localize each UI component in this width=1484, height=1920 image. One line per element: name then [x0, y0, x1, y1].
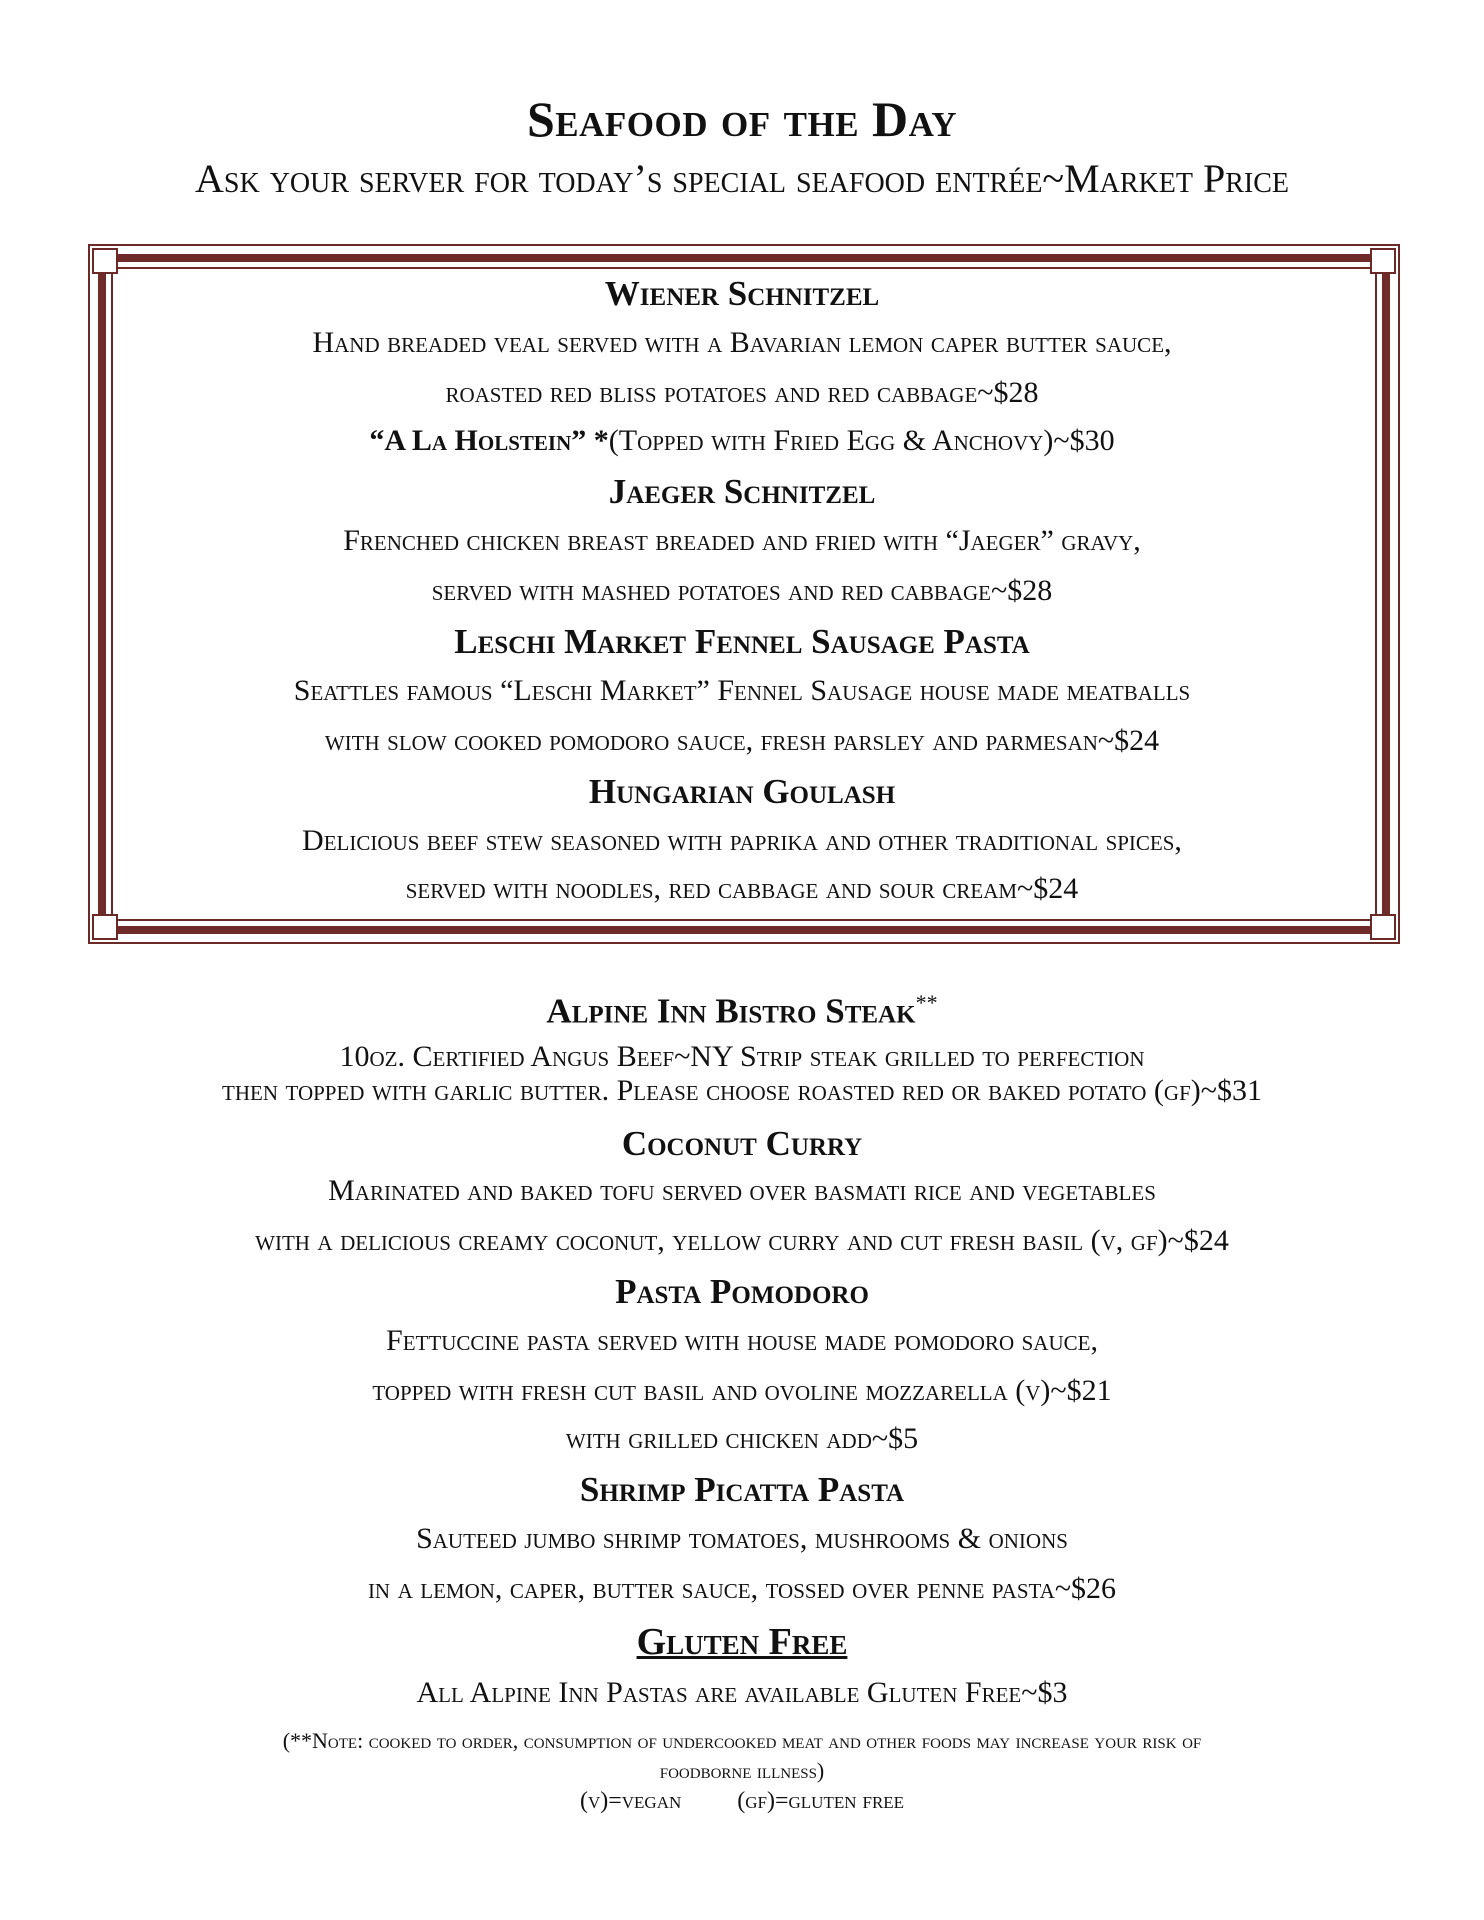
- menu-item-description: Seattles famous “Leschi Market” Fennel Sausage house made meatballs: [293, 674, 1191, 707]
- menu-item-description: with slow cooked pomodoro sauce, fresh parsley and parmesan~$24: [324, 724, 1160, 757]
- menu-item-description: Delicious beef stew seasoned with paprika and other traditional spices,: [302, 824, 1182, 857]
- menu-item-description: Marinated and baked tofu served over basmati rice and vegetables: [328, 1174, 1156, 1207]
- menu-item-description: Frenched chicken breast breaded and fried with “Jaeger” gravy,: [343, 524, 1141, 557]
- menu-item-title: Shrimp Picatta Pasta: [579, 1470, 905, 1509]
- frame-corner-ornament: [92, 914, 118, 940]
- frame-corner-ornament: [92, 248, 118, 274]
- page-title: Seafood of the Day: [527, 91, 957, 147]
- menu-item-description: Hand breaded veal served with a Bavarian lemon caper butter sauce,: [312, 326, 1172, 359]
- menu-item-description: then topped with garlic butter. Please choose roasted red or baked potato (gf)~$31: [222, 1074, 1262, 1107]
- menu-item-option-detail: (Topped with Fried Egg & Anchovy)~$30: [608, 424, 1115, 457]
- menu-item-description: served with noodles, red cabbage and sour cream~$24: [405, 872, 1079, 905]
- menu-item-description: topped with fresh cut basil and ovoline mozzarella (v)~$21: [372, 1374, 1112, 1407]
- page-subtitle: Ask your server for today’s special seafood entrée~Market Price: [195, 156, 1289, 201]
- consumption-warning: [100, 1726, 1384, 1786]
- menu-item-description: with a delicious creamy coconut, yellow curry and cut fresh basil (v, gf)~$24: [255, 1224, 1229, 1257]
- menu-item-title: Wiener Schnitzel: [604, 274, 880, 313]
- menu-item-description: Sauteed jumbo shrimp tomatoes, mushrooms & onions: [416, 1522, 1068, 1555]
- dietary-legend: [0, 1788, 1484, 1815]
- menu-item-title: Pasta Pomodoro: [615, 1272, 869, 1311]
- footnote-mark: **: [915, 990, 938, 1015]
- gluten-free-note: All Alpine Inn Pastas are available Gluten Free~$3: [416, 1676, 1068, 1709]
- frame-corner-ornament: [1370, 914, 1396, 940]
- consumption-warning-line: (**Note: cooked to order, consumption of undercooked meat and other foods may increase your risk of: [282, 1728, 1202, 1753]
- menu-item-title: Coconut Curry: [621, 1124, 863, 1163]
- menu-item-description: 10oz. Certified Angus Beef~NY Strip steak grilled to perfection: [339, 1040, 1145, 1073]
- menu-item-title: Leschi Market Fennel Sausage Pasta: [454, 622, 1030, 661]
- menu-item-title-text: Alpine Inn Bistro Steak: [546, 991, 916, 1031]
- menu-item-description: served with mashed potatoes and red cabbage~$28: [431, 574, 1053, 607]
- gluten-free-heading: Gluten Free: [636, 1621, 848, 1663]
- legend-gluten-free: (gf)=gluten free: [737, 1788, 905, 1814]
- menu-item-addon: with grilled chicken add~$5: [565, 1422, 919, 1455]
- menu-item-title: Hungarian Goulash: [588, 772, 896, 811]
- menu-item-description: Fettuccine pasta served with house made pomodoro sauce,: [386, 1324, 1098, 1357]
- menu-item-option-name: “A La Holstein” *: [369, 424, 609, 457]
- consumption-warning-line: foodborne illness): [659, 1758, 825, 1783]
- menu-item-description: roasted red bliss potatoes and red cabbage~$28: [445, 376, 1039, 409]
- menu-item-title: Jaeger Schnitzel: [608, 472, 876, 511]
- menu-item-title: [0, 990, 1484, 1032]
- legend-vegan: (v)=vegan: [579, 1788, 682, 1814]
- menu-item-option: [0, 424, 1484, 458]
- frame-corner-ornament: [1370, 248, 1396, 274]
- menu-item-description: in a lemon, caper, butter sauce, tossed over penne pasta~$26: [367, 1572, 1117, 1605]
